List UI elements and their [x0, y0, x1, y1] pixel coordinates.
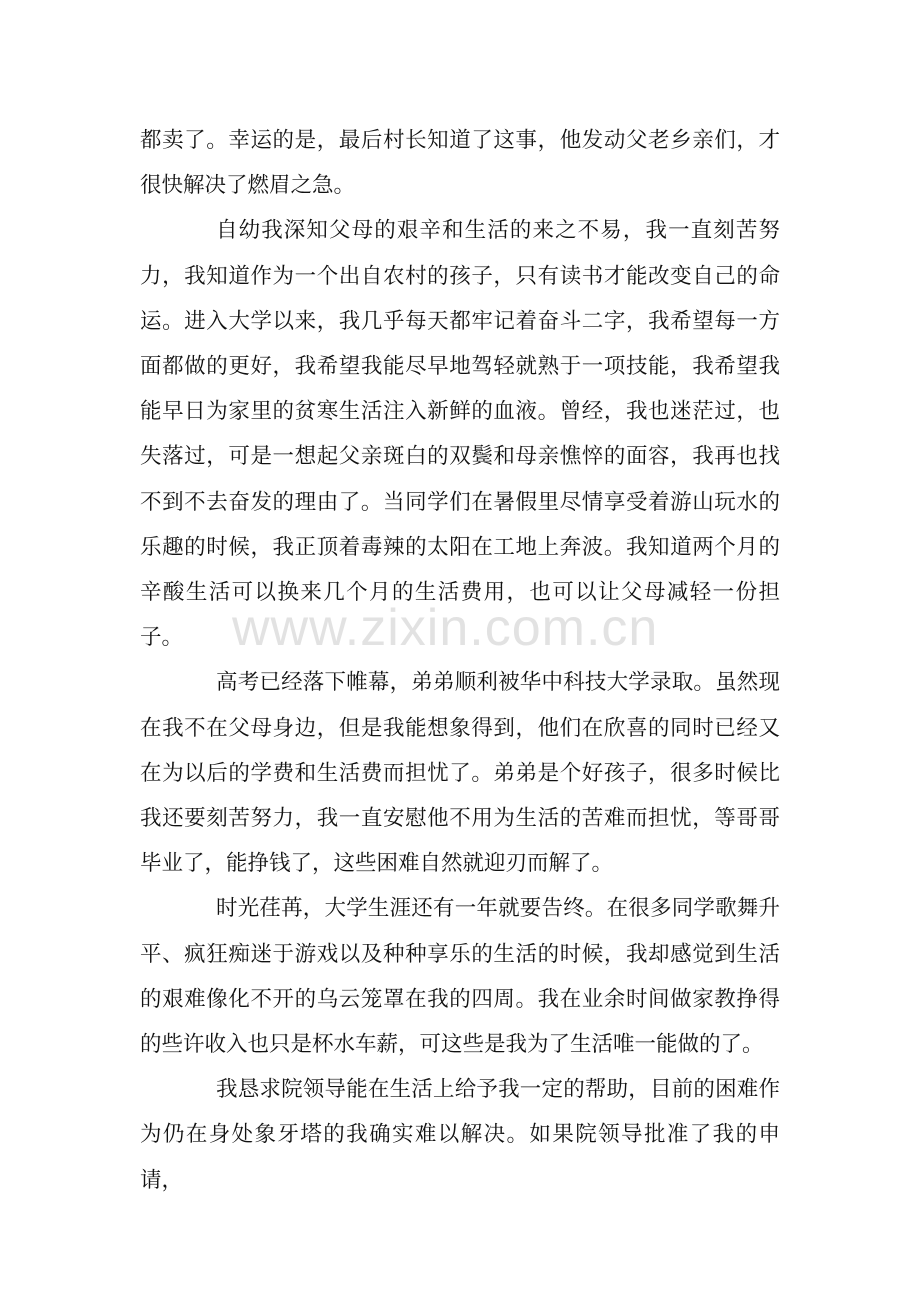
document-body — [140, 118, 780, 1203]
paragraph: 高考已经落下帷幕，弟弟顺利被华中科技大学录取。虽然现在我不在父母身边，但是我能想象得到，他们在欣喜的同时已经又在为以后的学费和生活费而担忧了。弟弟是个好孩子，很多时候比我还要刻苦努力，我一直安慰他不用为生活的苦难而担忧，等哥哥毕业了，能挣钱了，这些困难自然就迎刃而解了。 — [140, 670, 780, 877]
paragraph: 我恳求院领导能在生活上给予我一定的帮助，目前的困难作为仍在身处象牙塔的我确实难以解决。如果院领导批准了我的申请， — [140, 1077, 780, 1193]
paragraph: 时光荏苒，大学生涯还有一年就要告终。在很多同学歌舞升平、疯狂痴迷于游戏以及种种享乐的生活的时候，我却感觉到生活的艰难像化不开的乌云笼罩在我的四周。我在业余时间做家教挣得的些许收入也只是杯水车薪，可这些是我为了生活唯一能做的了。 — [140, 896, 780, 1058]
paragraph: 自幼我深知父母的艰辛和生活的来之不易，我一直刻苦努力，我知道作为一个出自农村的孩子，只有读书才能改变自己的命运。进入大学以来，我几乎每天都牢记着奋斗二字，我希望每一方面都做的更好，我希望我能尽早地驾轻就熟于一项技能，我希望我能早日为家里的贫寒生活注入新鲜的血液。曾经，我也迷茫过，也失落过，可是一想起父亲斑白的双鬓和母亲憔悴的面容，我再也找不到不去奋发的理由了。当同学们在暑假里尽情享受着游山玩水的乐趣的时候，我正顶着毒辣的太阳在工地上奔波。我知道两个月的辛酸生活可以换来几个月的生活费用，也可以让父母减轻一份担子。 — [140, 218, 780, 651]
watermark: www.zixin.com.cn — [232, 599, 659, 657]
paragraph-continuation: 都卖了。幸运的是，最后村长知道了这事，他发动父老乡亲们，才很快解决了燃眉之急。 — [140, 128, 780, 199]
